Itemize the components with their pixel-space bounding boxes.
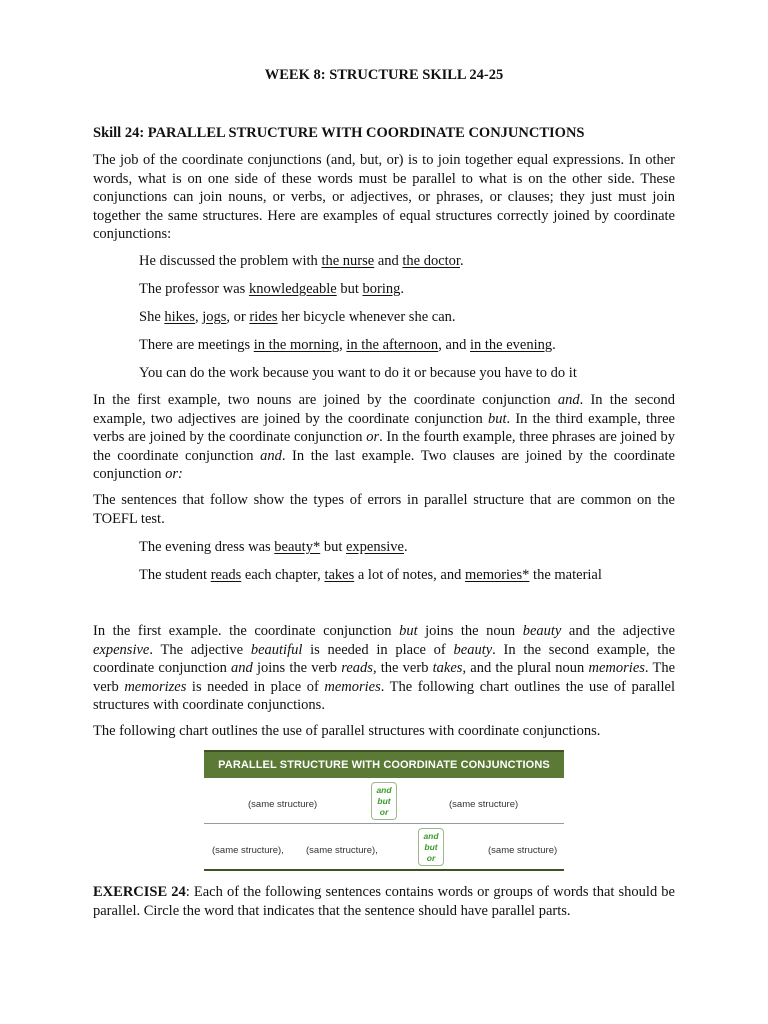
example-sentence-4: There are meetings in the morning, in the afternoon, and in the evening.: [139, 337, 556, 353]
explanation-paragraph-1: In the first example, two nouns are joined by the coordinate conjunction and. In the second example, two adjectives are joined by the coordinate conjunction but. In the third example, three verbs are joined by the coordinate conjunction or. In the fourth example, three phrases are joined by the coordinate conjunction and. In the last example. Two clauses are joined by the coordinate conjunction or:: [93, 392, 676, 482]
example-sentence-1: He discussed the problem with the nurse and the doctor.: [139, 253, 464, 269]
chart-body: [204, 778, 564, 871]
chart-header: PARALLEL STRUCTURE WITH COORDINATE CONJUNCTIONS: [204, 750, 564, 778]
chart-intro-paragraph: The following chart outlines the use of parallel structures with coordinate conjunctions.: [93, 723, 601, 739]
exercise-paragraph: EXERCISE 24: Each of the following sentences contains words or groups of words that should be parallel. Circle the word that indicates that the sentence should have parallel parts.: [93, 884, 675, 919]
conj-or: or: [379, 807, 389, 817]
row2-conjunction-box: [418, 828, 444, 866]
intro-paragraph: The job of the coordinate conjunctions (and, but, or) is to join together equal expressions. In other words, what is on one side of these words must be parallel to what is on the other side. These conjunctions can join nouns, or verbs, or adjectives, or phrases, or clauses; they just must join together the same structures. Here are examples of equal structures correctly joined by coordinate conjunctions:: [93, 152, 675, 242]
conj-but: but: [424, 842, 438, 852]
error-example-1: The evening dress was beauty* but expensive.: [139, 539, 408, 555]
parallel-structure-chart: [204, 750, 564, 871]
row2-structure-1: (same structure),: [212, 845, 284, 856]
page-title: WEEK 8: STRUCTURE SKILL 24-25: [264, 67, 504, 83]
row1-conjunction-box: [371, 782, 397, 820]
errors-intro-paragraph: The sentences that follow show the types of errors in parallel structure that are common on the TOEFL test.: [93, 492, 675, 527]
row1-right-structure: (same structure): [449, 799, 519, 810]
explanation-paragraph-2: In the first example. the coordinate conjunction but joins the noun beauty and the adjective expensive. The adjective beautiful is needed in place of beauty. In the second example, the coordinate conjunction and joins the verb reads, the verb takes, and the plural noun memories. The verb memorizes is needed in place of memories. The following chart outlines the use of parallel structures with coordinate conjunctions.: [93, 623, 676, 713]
example-sentence-3: She hikes, jogs, or rides her bicycle whenever she can.: [139, 309, 456, 325]
conj-or: or: [426, 853, 436, 863]
example-sentence-2: The professor was knowledgeable but boring.: [139, 281, 404, 297]
row2-structure-2: (same structure),: [306, 845, 378, 856]
exercise-label: EXERCISE 24: [93, 884, 186, 900]
conj-and: and: [376, 785, 392, 795]
conj-and: and: [423, 831, 439, 841]
error-example-2: The student reads each chapter, takes a lot of notes, and memories* the material: [139, 567, 602, 583]
skill-heading: Skill 24: PARALLEL STRUCTURE WITH COORDINATE CONJUNCTIONS: [93, 125, 585, 141]
chart-row-divider: [204, 823, 564, 824]
example-sentence-5: You can do the work because you want to do it or because you have to do it: [139, 365, 577, 381]
row1-left-structure: (same structure): [248, 799, 318, 810]
conj-but: but: [377, 796, 391, 806]
row2-right-structure: (same structure): [488, 845, 558, 856]
